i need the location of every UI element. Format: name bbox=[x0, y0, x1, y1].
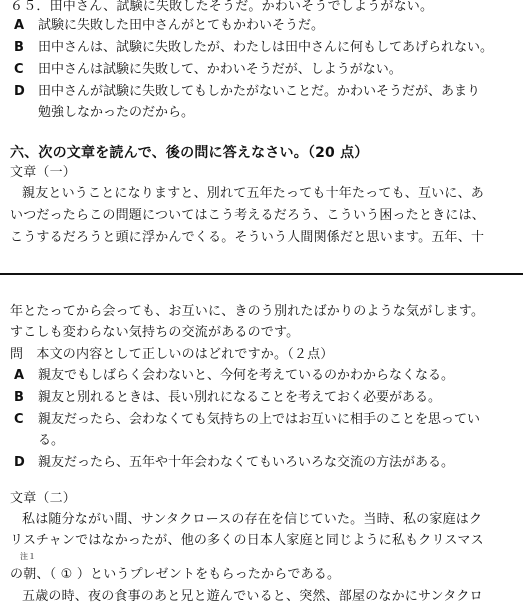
option-text: 親友でもしばらく会わないと、今何を考えているのかわからなくなる。 bbox=[38, 368, 455, 383]
option-label: A bbox=[14, 18, 25, 33]
question-stem: 問 本文の内容として正しいのはどれですか。（２点） bbox=[10, 347, 334, 362]
passage-line: こうするだろうと頭に浮かんでくる。そういう人間関係だと思います。五年、十 bbox=[10, 230, 485, 245]
passage-line: 五歳の時、夜の食事のあと兄と遊んでいると、突然、部屋のなかにサンタクロ bbox=[22, 589, 483, 604]
option-text: 田中さんは、試験に失敗したが、わたしは田中さんに何もしてあげられない。 bbox=[38, 40, 494, 55]
option-text: 試験に失敗した田中さんがとてもかわいそうだ。 bbox=[38, 18, 325, 33]
option-text: 田中さんが試験に失敗してもしかたがないことだ。かわいそうだが、あまり bbox=[38, 84, 481, 99]
option-text: 親友と別れるときは、長い別れになることを考えておく必要がある。 bbox=[38, 390, 442, 405]
question-65-stem: ６５．田中さん、試験に失敗したそうだ。かわいそうでしようがない。 bbox=[10, 0, 434, 14]
passage-line: の朝、（ ① ）というプレゼントをもらったからである。 bbox=[10, 567, 341, 582]
option-text-continuation: る。 bbox=[38, 433, 65, 448]
option-text: 田中さんは試験に失敗して、かわいそうだが、しようがない。 bbox=[38, 62, 402, 77]
passage-line: 親友ということになりますと、別れて五年たっても十年たっても、互いに、あ bbox=[22, 186, 485, 201]
passage-title: 文章（一） bbox=[10, 165, 77, 180]
passage-line: すこしも変わらない気持ちの交流があるのです。 bbox=[10, 325, 300, 340]
option-label: D bbox=[14, 455, 25, 470]
option-label: C bbox=[14, 62, 24, 77]
option-label: D bbox=[14, 84, 25, 99]
option-label: B bbox=[14, 40, 24, 55]
option-text: 親友だったら、五年や十年会わなくてもいろいろな交流の方法がある。 bbox=[38, 455, 455, 470]
page-divider bbox=[0, 273, 523, 275]
option-label: B bbox=[14, 390, 24, 405]
option-label: C bbox=[14, 412, 24, 427]
passage-title: 文章（二） bbox=[10, 491, 77, 506]
passage-line: いつだったらこの問題についてはこう考えるだろう、こういう困ったときには、 bbox=[10, 208, 485, 223]
option-label: A bbox=[14, 368, 25, 383]
footnote-marker: 注１ bbox=[20, 552, 36, 561]
passage-line: 私は随分ながい間、サンタクロースの存在を信じていた。当時、私の家庭はク bbox=[22, 512, 483, 527]
option-text-continuation: 勉強しなかったのだから。 bbox=[38, 105, 195, 120]
option-text: 親友だったら、会わなくても気持ちの上ではお互いに相手のことを思ってい bbox=[38, 412, 481, 427]
passage-line: 年とたってから会っても、お互いに、きのう別れたばかりのような気がします。 bbox=[10, 304, 485, 319]
passage-line: リスチャンではなかったが、他の多くの日本人家庭と同じように私もクリスマス bbox=[10, 533, 484, 548]
section-heading: 六、次の文章を読んで、後の問に答えなさい。（20 点） bbox=[10, 145, 369, 161]
